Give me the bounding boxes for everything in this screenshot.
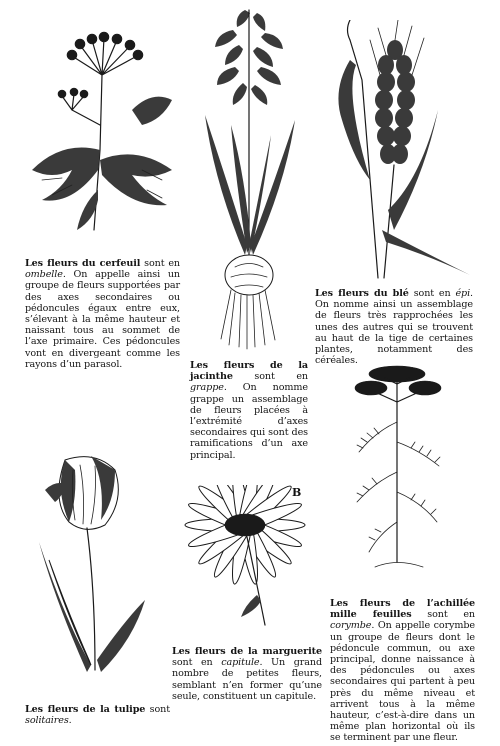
caption-jacinthe-lead: Les fleurs de la jacinthe bbox=[190, 360, 308, 383]
caption-cerfeuil-lead: Les fleurs du cerfeuil bbox=[25, 258, 141, 269]
caption-ble bbox=[315, 288, 473, 366]
caption-marguerite-lead: Les fleurs de la marguerite bbox=[172, 646, 322, 657]
figure-letter-b: B bbox=[292, 486, 302, 499]
caption-marguerite bbox=[172, 646, 322, 702]
hyacinth-illustration bbox=[195, 5, 305, 350]
caption-cerfeuil-text: . On appelle ainsi un groupe de fleurs supportées par des axes secondaires ou pédoncules égaux entre eux, s’élevant à la même hauteur et naissant tous au sommet de l’axe primaire. Ces pédoncules vont en divergeant comme les rayons d’un parasol. bbox=[25, 269, 180, 370]
tulip-illustration bbox=[25, 450, 155, 690]
caption-achillee-term: corymbe bbox=[330, 620, 372, 632]
caption-tulipe-term: solitaires bbox=[25, 715, 69, 727]
caption-tulipe bbox=[25, 704, 170, 726]
chervil-illustration bbox=[22, 30, 182, 250]
caption-ble-pre: sont en bbox=[408, 288, 456, 299]
wheat-illustration bbox=[320, 20, 490, 280]
caption-cerfeuil bbox=[25, 258, 180, 370]
caption-achillee-text: . On appelle corymbe un groupe de fleurs dont le pédoncule commun, ou axe principal, donne naissance à des pédoncules ou axes secondaires qui partent à peu près du même niveau et arrivent tous à la même hauteur, c’est-à-dire dans un même plan horizontal où ils se terminent par une fleur. bbox=[330, 620, 475, 744]
caption-marguerite-pre: sont en bbox=[172, 657, 222, 669]
caption-marguerite-term: capitule bbox=[221, 657, 260, 669]
caption-tulipe-text: . bbox=[68, 715, 72, 727]
caption-ble-lead: Les fleurs du blé bbox=[315, 288, 409, 299]
caption-jacinthe-term: grappe bbox=[190, 382, 224, 394]
caption-tulipe-pre: sont bbox=[145, 704, 170, 715]
caption-marguerite-text: . Un grand nombre de petites fleurs, semblant n’en former qu’une seule, constituent un capitule. bbox=[172, 657, 322, 702]
caption-ble-text: . On nomme ainsi un assemblage de fleurs très rapprochées les unes des autres qui se trouvent au haut de la tige de certaines plantes, notamment des céréales. bbox=[315, 288, 473, 367]
caption-jacinthe-text: . On nomme grappe un assemblage de fleurs placées à l’extrémité d’axes secondaires qui sont des ramifications d’un axe principal. bbox=[190, 382, 308, 461]
daisy-illustration bbox=[165, 485, 325, 635]
caption-achillee-lead: Les fleurs de l’achillée mille feuilles bbox=[330, 598, 475, 621]
caption-achillee-pre: sont en bbox=[411, 609, 476, 621]
caption-cerfeuil-pre: sont en bbox=[140, 258, 181, 269]
caption-cerfeuil-term: ombelle bbox=[25, 269, 63, 281]
caption-achillee bbox=[330, 598, 475, 744]
caption-ble-term: épi bbox=[455, 288, 471, 299]
caption-jacinthe bbox=[190, 360, 308, 461]
caption-jacinthe-pre: sont en bbox=[232, 371, 308, 383]
caption-tulipe-lead: Les fleurs de la tulipe bbox=[25, 704, 146, 715]
yarrow-illustration bbox=[345, 362, 450, 577]
